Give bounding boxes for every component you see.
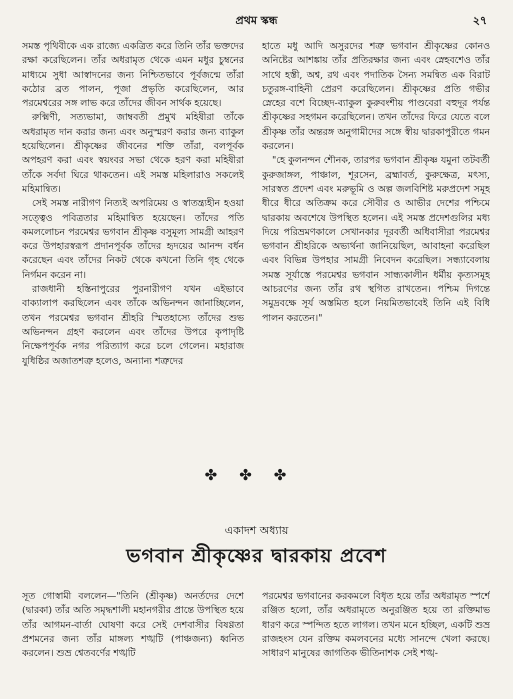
paragraph: পরমেশ্বর ভগবানের করকমলে বিধৃত হয়ে তাঁর অধরামৃত স্পর্শে রঞ্জিত হলো, তাঁর অধরামৃতে অনুরঞ্জিত হয়ে তা রক্তিমাভ ধারণ করে স্পন্দিত হতে লাগল। তখন মনে হচ্ছিল, একটি শুভ্র রাজহংস যেন রক্তিম কমলবনের মধ্যে সানন্দে খেলা করছে। সাধারণ মানুষের জাগতিক ভীতিনাশক সেই শঙ্খ- [262, 591, 490, 660]
paragraph: রাজধানী হস্তিনাপুরের পুরনারীগণ যখন এইভাবে বাক্যালাপ করছিলেন এবং তাঁকে অভিনন্দন জানাচ্ছিলেন, তখন পরমেশ্বর ভগবান শ্রীহরি স্মিতহাস্যে তাঁদের শুভ অভিনন্দন গ্রহণ করলেন এবং তাঁদের উপরে কৃপাদৃষ্টি নিক্ষেপপূর্বক নগর পরিত্যাগ করে চলে গেলেন। মহারাজ যুধিষ্ঠির অজাতশত্রু হলেও, অন্যান্য শত্রুদের [22, 284, 244, 367]
paragraph: সমস্ত পৃথিবীকে এক রাজ্যে একত্রিত করে তিনি তাঁর ভক্তদের রক্ষা করেছিলেন। তাঁর অধরামৃত থেকে এমন মধুর চুম্বনের মাধ্যমে সুধা আস্বাদনের জন্য নিশ্চিতভাবে পূর্বজন্মে তাঁরা কঠোর ব্রত পালন, পূজা প্রভৃতি করেছিলেন, আর পরমেশ্বরের সঙ্গ লাভ করে তাঁদের জীবন সার্থক হয়েছে। [22, 41, 244, 110]
paragraph: রুক্মিণী, সত্যভামা, জাম্ববতী প্রমুখ মহিষীরা তাঁকে অধরামৃত দান করার জন্য এবং অনুস্মরণ করার জন্য ব্যাকুল হয়েছিলেন। শ্রীকৃষ্ণের জীবনের শক্তি তাঁরা, বলপূর্বক অপহরণ করা এবং স্বয়ংবর সভা থেকে হরণ করা মহিষীরা তাঁকে সর্বদা ঘিরে থাকতেন। এই সমস্ত মহিলারাও সকলেই মহিমান্বিত। [22, 112, 244, 195]
chapter-label: একাদশ অধ্যায় [224, 524, 289, 537]
section-ornaments [0, 466, 513, 484]
ornament-icon: ✤ [273, 466, 309, 484]
left-column [22, 40, 244, 440]
ornament-icon: ✤ [204, 466, 240, 484]
paragraph: সেই সমস্ত নারীগণ নিত্যই অপরিমেয় ও স্বাতন্ত্র্যহীন হওয়া সত্ত্বেও পবিত্রতার মহিমান্বিত হয়েছেন। তাঁদের পতি কমললোচন পরমেশ্বর ভগবান শ্রীকৃষ্ণ বসুমূল্য সামগ্রী আহরণ করে উপহারস্বরূপ প্রদানপূর্বক তাঁদের হৃদয়ের আনন্দ বর্ধন করেছেন এবং তাঁদের নিকট থেকে কখনো তিনি গৃহ থেকে নির্গমন করেন না। [22, 198, 244, 281]
ornament-icon: ✤ [239, 466, 274, 484]
paragraph: হাতে মধু আদি অসুরদের শত্রু ভগবান শ্রীকৃষ্ণের কোনও অনিষ্টের আশঙ্কায় তাঁর প্রতিরক্ষার জন্য এবং স্নেহবশেও তাঁর সাথে হস্তী, অশ্ব, রথ এবং পদাতিক সৈন্য সমন্বিত এক বিরাট চতুরঙ্গ-বাহিনী প্রেরণ করেছিলেন। শ্রীকৃষ্ণের প্রতি গভীর স্নেহের বশে বিচ্ছেদ-ব্যাকুল কুরুবংশীয় পাণ্ডবেরা বহুদূর পর্যন্ত শ্রীকৃষ্ণের সহগমন করেছিলেন। তখন তাঁদের ফিরে যেতে বলে শ্রীকৃষ্ণ তাঁর অন্তরঙ্গ অনুগামীদের সঙ্গে স্বীয় দ্বারকাপুরীতে গমন করলেন। [262, 41, 490, 153]
chapter-text-left [22, 590, 244, 695]
page-header [0, 12, 513, 30]
quote-paragraph: "হে কুলনন্দন শৌনক, তারপর ভগবান শ্রীকৃষ্ণ যমুনা তটবর্তী কুরুজাঙ্গল, পাঞ্চাল, শূরসেন, ব্রহ্মাবর্ত, কুরুক্ষেত্র, মৎস্য, সারস্বত প্রদেশ এবং মরুভূমি ও অল্প জলবিশিষ্ট মরুপ্রদেশ সমূহ ধীরে ধীরে অতিক্রম করে সৌবীর ও আভীর দেশের পশ্চিমে দ্বারকায় অবশেষে উপস্থিত হলেন। এই সমস্ত প্রদেশগুলির মধ্য দিয়ে পরিভ্রমণকালে সেখানকার দূরবর্তী অধিবাসীরা পরমেশ্বর ভগবান শ্রীহরিকে অভ্যর্থনা জানিয়েছিল, আবাহনা করেছিল এবং বিভিন্ন উপহার সামগ্রী নিবেদন করেছিল। সন্ধ্যাবেলায় সমস্ত সূর্যাস্তে পরমেশ্বর ভগবান সান্ধ্যকালীন ধর্মীয় কৃত্যসমূহ আচরণের জন্য তাঁর রথ স্থগিত রাখতেন। পশ্চিম দিগন্তে সমুদ্রবক্ষে সূর্য অস্তমিত হলে নিয়মিতভাবেই তিনি এই বিধি পালন করতেন।" [262, 155, 490, 324]
page-number: ২৭ [472, 14, 487, 27]
running-head: প্রথম স্কন্ধ [235, 14, 278, 27]
paragraph: সূত গোস্বামী বললেন—"তিনি (শ্রীকৃষ্ণ) অনর্তদের দেশে (দ্বারকা) তাঁর অতি সমৃদ্ধশালী মহানগরীর প্রান্তে উপস্থিত হয়ে তাঁর আগমন-বার্তা ঘোষণা করে সেই দেশবাসীর বিষণ্ণতা প্রশমনের জন্য তাঁর মাঙ্গল্য শঙ্খটি (পাঞ্চজন্য) ধ্বনিত করলেন। শুভ্র শ্বেতবর্ণের শঙ্খটি [22, 591, 244, 660]
right-column [262, 40, 490, 440]
chapter-text-right [262, 590, 490, 695]
chapter-title: ভগবান শ্রীকৃষ্ণের দ্বারকায় প্রবেশ [126, 545, 387, 567]
